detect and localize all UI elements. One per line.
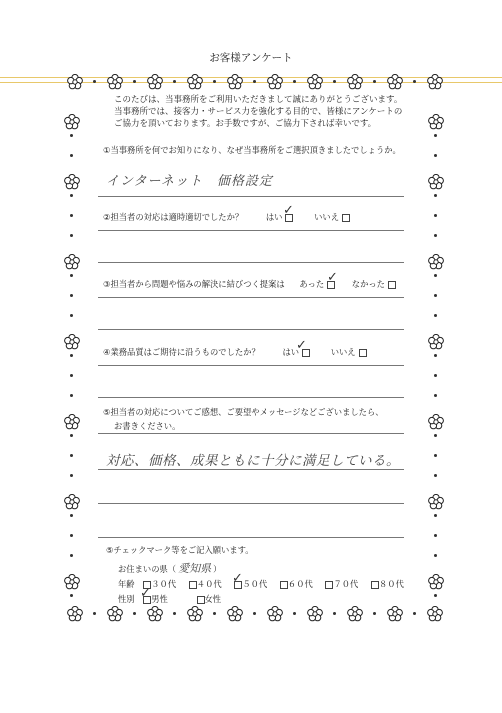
answer-line xyxy=(98,365,404,366)
dot-ornament xyxy=(70,594,73,597)
dot-ornament xyxy=(434,274,437,277)
answer-line xyxy=(98,262,404,263)
dot-ornament xyxy=(173,80,176,83)
answer-line xyxy=(98,230,404,231)
gender-label: 性別 xyxy=(118,594,135,604)
residence-row xyxy=(118,560,221,576)
flower-icon xyxy=(64,334,80,350)
checkbox-age[interactable] xyxy=(280,581,288,589)
dot-ornament xyxy=(70,154,73,157)
answer-line xyxy=(98,329,404,330)
intro-line: このたびは、当事務所をご利用いただきまして誠にありがとうございます。 xyxy=(114,95,403,105)
flower-icon xyxy=(64,494,80,510)
dot-ornament xyxy=(333,80,336,83)
dot-ornament xyxy=(434,134,437,137)
option-no: なかった xyxy=(351,279,385,289)
check-mark: ✓ xyxy=(283,203,294,218)
dot-ornament xyxy=(70,534,73,537)
flower-icon xyxy=(147,74,163,90)
flower-icon xyxy=(428,574,444,590)
checkbox-no[interactable] xyxy=(359,349,367,357)
flower-icon xyxy=(267,606,283,622)
age-option: ８０代 xyxy=(378,579,404,589)
flower-icon xyxy=(267,74,283,90)
dot-ornament xyxy=(213,80,216,83)
dot-ornament xyxy=(434,234,437,237)
dot-ornament xyxy=(434,554,437,557)
dot-ornament xyxy=(70,294,73,297)
check-mark: ✓ xyxy=(296,338,307,353)
dot-ornament xyxy=(70,214,73,217)
answer-5: 対応、価格、成果ともに十分に満足している。 xyxy=(106,453,400,469)
dot-ornament xyxy=(293,80,296,83)
answer-line xyxy=(98,397,404,398)
dot-ornament xyxy=(434,434,437,437)
dot-ornament xyxy=(434,374,437,377)
check-mark: ✓ xyxy=(327,270,338,285)
dot-ornament xyxy=(434,474,437,477)
flower-icon xyxy=(307,606,323,622)
option-yes: あった xyxy=(299,279,325,289)
dot-ornament xyxy=(373,80,376,83)
gender-option: 女性 xyxy=(204,594,222,604)
dot-ornament xyxy=(434,534,437,537)
flower-icon xyxy=(67,606,83,622)
dot-ornament xyxy=(434,394,437,397)
dot-ornament xyxy=(70,514,73,517)
question-3-text: ③担当者から問題や悩みの解決に結びつく提案は xyxy=(103,279,285,289)
dot-ornament xyxy=(434,154,437,157)
checkbox-age[interactable] xyxy=(189,581,197,589)
dot-ornament xyxy=(434,214,437,217)
age-option: ７０代 xyxy=(333,579,359,589)
dot-ornament xyxy=(373,612,376,615)
flower-icon xyxy=(307,74,323,90)
gender-row xyxy=(118,593,221,605)
dot-ornament xyxy=(70,434,73,437)
flower-icon xyxy=(428,334,444,350)
dot-ornament xyxy=(70,394,73,397)
dot-ornament xyxy=(93,612,96,615)
age-label: 年齢 xyxy=(118,579,135,589)
residence-close: ） xyxy=(213,564,222,574)
flower-icon xyxy=(147,606,163,622)
age-option: ５０代 xyxy=(242,579,268,589)
question-1: ①当事務所を何でお知りになり、なぜ当事務所をご選択頂きましたでしょうか。 xyxy=(103,145,401,155)
flower-icon xyxy=(347,74,363,90)
dot-ornament xyxy=(213,612,216,615)
dot-ornament xyxy=(434,454,437,457)
dot-ornament xyxy=(434,194,437,197)
flower-icon xyxy=(387,74,403,90)
dot-ornament xyxy=(333,612,336,615)
flower-icon xyxy=(64,414,80,430)
dot-ornament xyxy=(93,80,96,83)
dot-ornament xyxy=(70,234,73,237)
question-4 xyxy=(103,346,367,358)
intro-line: ご協力を頂いております。お手数ですが、ご協力下されば幸いです。 xyxy=(114,119,377,129)
intro-text xyxy=(114,94,444,130)
gender-option: 男性 xyxy=(151,594,168,604)
flower-icon xyxy=(428,414,444,430)
checkbox-no[interactable] xyxy=(388,281,396,289)
checkbox-no[interactable] xyxy=(342,214,350,222)
dot-ornament xyxy=(70,134,73,137)
answer-line xyxy=(98,297,404,298)
age-option: ４０代 xyxy=(196,579,222,589)
dot-ornament xyxy=(434,314,437,317)
check-mark: ✓ xyxy=(140,586,151,601)
residence-value: 愛知県 xyxy=(178,562,212,575)
option-yes: はい xyxy=(265,212,283,222)
dot-ornament xyxy=(70,194,73,197)
dot-ornament xyxy=(70,314,73,317)
residence-label: お住まいの県（ xyxy=(118,564,177,574)
flower-icon xyxy=(347,606,363,622)
flower-icon xyxy=(64,114,80,130)
age-row xyxy=(118,578,404,590)
question-3 xyxy=(103,278,396,290)
dot-ornament xyxy=(293,612,296,615)
checkbox-age[interactable] xyxy=(371,581,379,589)
checkbox-gender[interactable] xyxy=(197,596,205,604)
question-4-text: ④業務品質はご期待に沿うものでしたか？ xyxy=(103,347,260,357)
answer-line xyxy=(98,196,404,197)
dot-ornament xyxy=(70,354,73,357)
flower-icon xyxy=(67,74,83,90)
flower-icon xyxy=(64,174,80,190)
flower-icon xyxy=(427,606,443,622)
dot-ornament xyxy=(70,474,73,477)
dot-ornament xyxy=(413,612,416,615)
check-mark: ✓ xyxy=(232,571,243,586)
answer-line xyxy=(98,503,404,504)
dot-ornament xyxy=(133,80,136,83)
dot-ornament xyxy=(173,612,176,615)
flower-icon xyxy=(64,254,80,270)
flower-icon xyxy=(428,254,444,270)
flower-icon xyxy=(107,74,123,90)
dot-ornament xyxy=(253,80,256,83)
dot-ornament xyxy=(133,612,136,615)
question-5-continued: お書きください。 xyxy=(114,421,181,431)
option-no: いいえ xyxy=(330,347,356,357)
flower-icon xyxy=(428,174,444,190)
flower-icon xyxy=(64,574,80,590)
flower-icon xyxy=(428,494,444,510)
answer-line xyxy=(98,433,404,434)
question-6: ⑤チェックマーク等をご記入願います。 xyxy=(106,545,254,555)
dot-ornament xyxy=(434,354,437,357)
answer-line xyxy=(98,537,404,538)
age-option: ３０代 xyxy=(151,579,177,589)
dot-ornament xyxy=(434,514,437,517)
dot-ornament xyxy=(434,294,437,297)
question-2-text: ②担当者の対応は適時適切でしたか？ xyxy=(103,212,244,222)
flower-icon xyxy=(227,74,243,90)
answer-line xyxy=(98,469,404,470)
age-option: ６０代 xyxy=(287,579,313,589)
dot-ornament xyxy=(434,594,437,597)
dot-ornament xyxy=(70,454,73,457)
option-no: いいえ xyxy=(314,212,339,222)
dot-ornament xyxy=(70,274,73,277)
flower-icon xyxy=(427,74,443,90)
question-2 xyxy=(103,211,350,223)
answer-1: インターネット 価格設定 xyxy=(106,174,273,189)
dot-ornament xyxy=(253,612,256,615)
flower-icon xyxy=(187,606,203,622)
option-yes: はい xyxy=(282,347,300,357)
dot-ornament xyxy=(70,554,73,557)
intro-line: 当事務所では、接客力・サービス力を強化する目的で、皆様にアンケートの xyxy=(114,107,403,117)
flower-icon xyxy=(187,74,203,90)
question-5: ⑤担当者の対応についてご感想、ご要望やメッセージなどございましたら、 xyxy=(103,407,384,417)
page-title: お客様アンケート xyxy=(209,52,293,64)
flower-icon xyxy=(107,606,123,622)
dot-ornament xyxy=(413,80,416,83)
dot-ornament xyxy=(70,374,73,377)
flower-icon xyxy=(227,606,243,622)
flower-icon xyxy=(387,606,403,622)
